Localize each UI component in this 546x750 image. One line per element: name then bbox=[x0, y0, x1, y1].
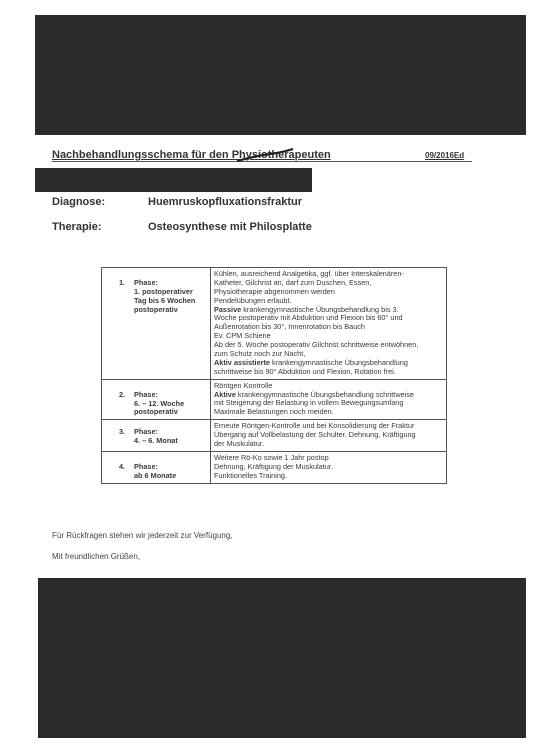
emphasis-text: Passive bbox=[214, 304, 242, 314]
line-text: krankengymnastische Übungsbehandlung schrittweise bbox=[235, 389, 414, 399]
diagnosis-value: Huemruskopfluxationsfraktur bbox=[148, 196, 303, 208]
phase-description bbox=[211, 420, 447, 452]
line-text: Katheter, Gilchrist an, darf zum Duschen, Essen, bbox=[214, 277, 372, 287]
description-line bbox=[214, 368, 443, 377]
line-text: krankengymnastische Übungsbehandlung bbox=[269, 357, 408, 367]
phase-row bbox=[102, 452, 447, 484]
phase-cell bbox=[102, 379, 211, 420]
line-text: Maximale Belastungen noch meiden. bbox=[214, 407, 334, 417]
document-date: 09/2016Ed bbox=[425, 151, 465, 160]
phase-description bbox=[211, 452, 447, 484]
closing-note: Für Rückfragen stehen wir jederzeit zur Verfügung, bbox=[52, 531, 233, 540]
line-text: Dehnung, Kräftigung der Muskulatur. bbox=[214, 461, 333, 471]
emphasis-text: Aktiv assistierte bbox=[214, 357, 270, 367]
description-line bbox=[214, 440, 443, 449]
phase-label-line: postoperativ bbox=[134, 407, 178, 417]
therapy-label: Therapie: bbox=[52, 221, 102, 233]
redacted-signature-block bbox=[38, 578, 526, 738]
phase-number: 3. bbox=[119, 427, 126, 437]
line-text: Weitere Rö-Ko sowie 1 Jahr postop bbox=[214, 453, 329, 463]
line-text: Erneute Röntgen-Kontrolle und bei Konsolidierung der Fraktur bbox=[214, 421, 415, 431]
phase-label-line: Tag bis 6 Wochen bbox=[134, 295, 196, 305]
phase-cell bbox=[102, 268, 211, 380]
line-text: Außenrotation bis 30°, Innenrotation bis Bauch bbox=[214, 322, 365, 332]
phase-cell bbox=[102, 452, 211, 484]
phase-label-line: Phase: bbox=[134, 278, 158, 287]
line-text: zum Schutz noch zur Nacht, bbox=[214, 349, 306, 359]
phase-description bbox=[211, 268, 447, 380]
line-text: Ev. CPM Schiene bbox=[214, 331, 271, 341]
description-line bbox=[214, 472, 443, 481]
phase-row bbox=[102, 379, 447, 420]
description-line bbox=[214, 408, 443, 417]
redacted-header-block bbox=[35, 15, 526, 135]
phase-number: 2. bbox=[119, 389, 126, 399]
phase-number: 1. bbox=[119, 278, 126, 287]
line-text: Ab der 5. Woche postoperativ Gilchrist schrittweise entwöhnen, bbox=[214, 340, 419, 350]
phase-label-line: Phase: bbox=[134, 389, 158, 399]
line-text: schrittweise bis 90° Abduktion und Flexion, Rotation frei. bbox=[214, 366, 396, 376]
pen-stroke-mark bbox=[235, 148, 295, 162]
line-text: Röntgen Kontrolle bbox=[214, 380, 273, 390]
phase-row bbox=[102, 420, 447, 452]
line-text: Übergang auf Vollbelastung der Schulter. Dehnung, Kräftigung bbox=[214, 430, 416, 440]
line-text: Kühlen, ausreichend Analgetika, ggf. über Interskalenären- bbox=[214, 269, 404, 278]
emphasis-text: Aktive bbox=[214, 389, 236, 399]
line-text: Pendelübungen erlaubt. bbox=[214, 295, 292, 305]
diagnosis-label: Diagnose: bbox=[52, 196, 106, 208]
phase-label-line: postoperativ bbox=[134, 304, 178, 314]
phase-cell bbox=[102, 420, 211, 452]
line-text: krankengymnastische Übungsbehandlung bis 3. bbox=[241, 304, 399, 314]
phase-label-line: 1. postoperativer bbox=[134, 286, 193, 296]
line-text: Woche postoperativ mit Abduktion und Flexion bis 60° und bbox=[214, 313, 403, 323]
line-text: der Muskulatur. bbox=[214, 439, 264, 449]
phase-label-line: ab 6 Monate bbox=[134, 470, 177, 480]
phase-label-line: Phase: bbox=[134, 427, 158, 437]
phase-label-line: Phase: bbox=[134, 462, 158, 472]
phase-row bbox=[102, 268, 447, 380]
phase-description bbox=[211, 379, 447, 420]
line-text: Physiotherapie abgenommen werden bbox=[214, 286, 335, 296]
phase-label-line: 4. – 6. Monat bbox=[134, 436, 178, 446]
therapy-value: Osteosynthese mit Philosplatte bbox=[148, 221, 312, 233]
line-text: mit Steigerung der Belastung in vollem Bewegungsumfang bbox=[214, 398, 404, 408]
closing-greeting: Mit freundlichen Grüßen, bbox=[52, 552, 141, 561]
phase-label-line: 6. – 12. Woche bbox=[134, 398, 185, 408]
redacted-patient-line bbox=[35, 168, 312, 192]
phase-schedule-table bbox=[101, 267, 447, 484]
line-text: Funktionelles Training. bbox=[214, 470, 288, 480]
phase-number: 4. bbox=[119, 462, 126, 472]
document-title: Nachbehandlungsschema für den Physiotherapeuten bbox=[52, 149, 331, 161]
